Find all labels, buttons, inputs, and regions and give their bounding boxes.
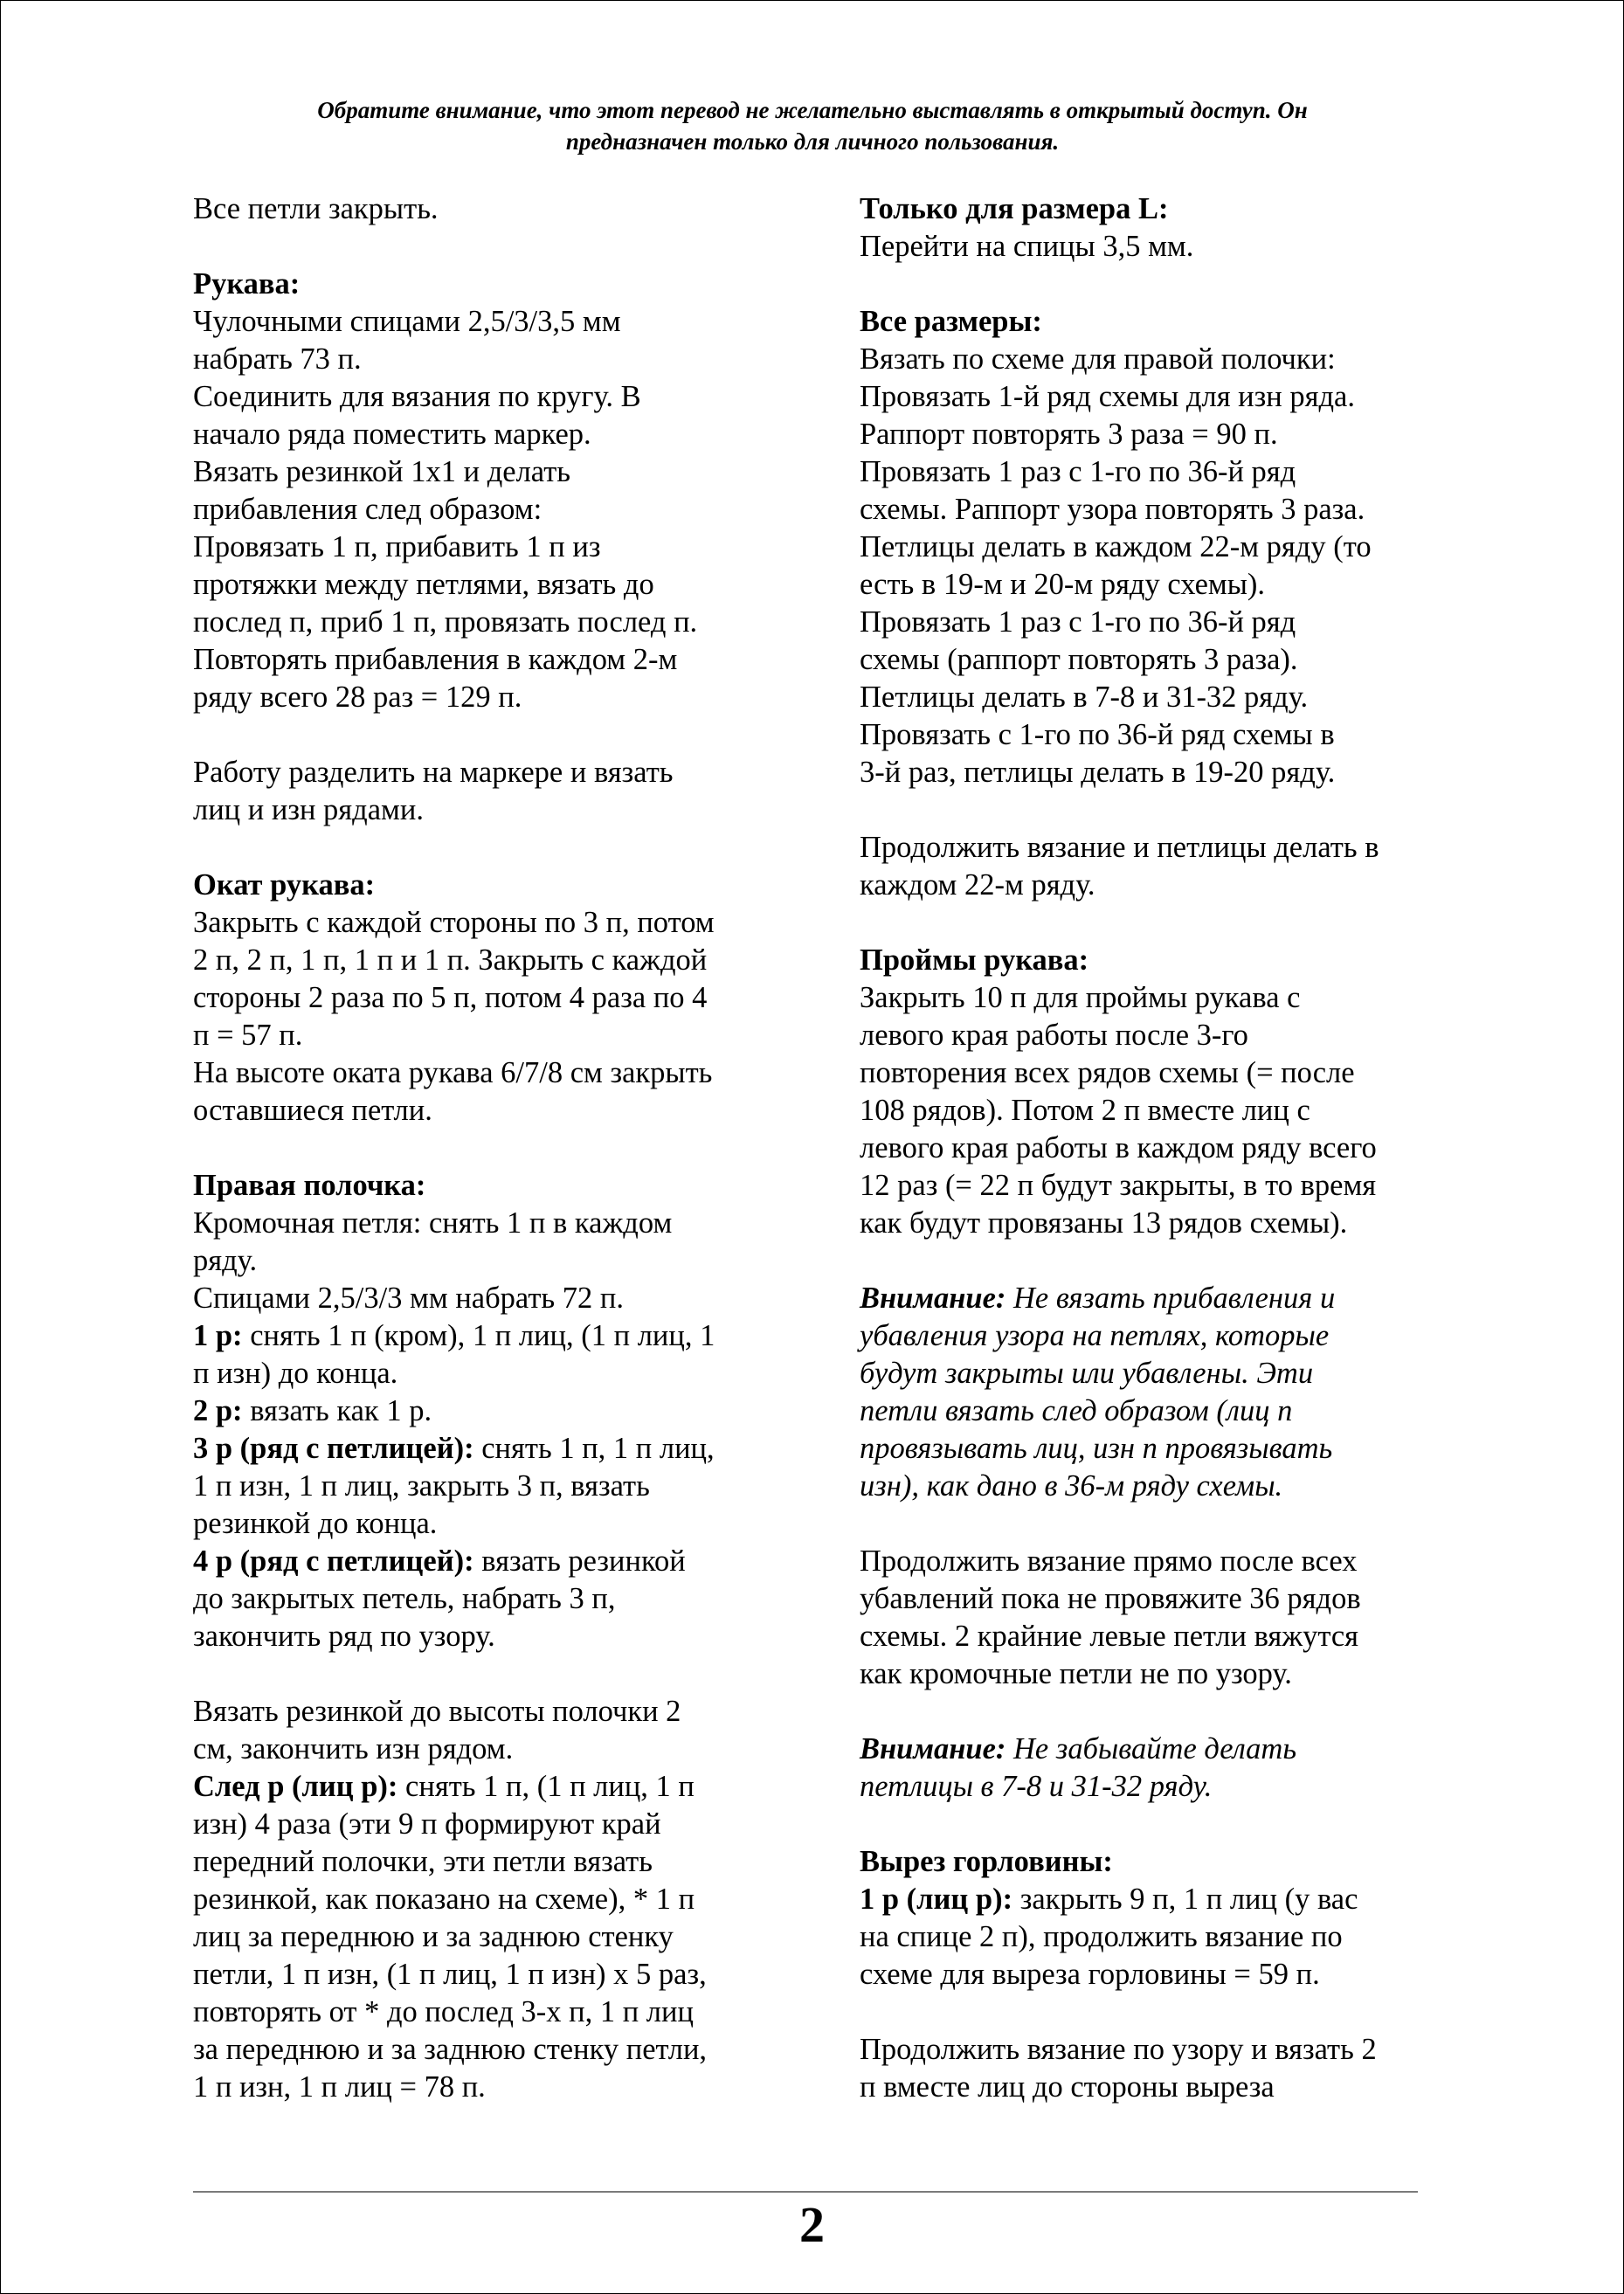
text-line: лиц за переднюю и за заднюю стенку	[193, 1920, 674, 1953]
footer-divider	[193, 2191, 1418, 2193]
text-line: 1 п изн, 1 п лиц, закрыть 3 п, вязать	[193, 1469, 650, 1503]
attention-note-2	[860, 1731, 1471, 1768]
text-line: Чулочными спицами 2,5/3/3,5 мм	[193, 305, 621, 338]
text-line: лиц и изн рядами.	[193, 793, 424, 826]
text-line: петли вязать след образом (лиц п	[860, 1394, 1293, 1427]
text-line: Спицами 2,5/3/3 мм набрать 72 п.	[193, 1282, 624, 1315]
text-line: п изн) до конца.	[193, 1357, 398, 1390]
text-line: левого края работы в каждом ряду всего	[860, 1131, 1377, 1164]
row-4-instruction	[193, 1543, 805, 1580]
attention-note-1	[860, 1280, 1471, 1317]
text-line: Повторять прибавления в каждом 2-м	[193, 643, 678, 676]
row-1-knit-instruction	[860, 1881, 1471, 1918]
attention-text: Не вязать прибавления и	[1005, 1282, 1336, 1315]
attention-label: Внимание:	[860, 1732, 1006, 1765]
text-line: Перейти на спицы 3,5 мм.	[860, 230, 1194, 263]
text-line: набрать 73 п.	[193, 342, 362, 376]
row-label: 1 р (лиц р):	[860, 1883, 1013, 1916]
row-label: 1 р:	[193, 1319, 243, 1352]
text-line: Закрыть с каждой стороны по 3 п, потом	[193, 906, 715, 939]
left-column	[193, 190, 805, 2106]
private-use-notice	[201, 94, 1424, 157]
text-line: 12 раз (= 22 п будут закрыты, в то время	[860, 1169, 1377, 1202]
text-line: ряду всего 28 раз = 129 п.	[193, 681, 522, 714]
text-line: каждом 22-м ряду.	[860, 868, 1095, 902]
text-line: левого края работы после 3-го	[860, 1019, 1248, 1052]
text-line: схеме для выреза горловины = 59 п.	[860, 1958, 1320, 1991]
text-line: Вязать резинкой 1х1 и делать	[193, 455, 571, 488]
text-line: убавлений пока не провяжите 36 рядов	[860, 1582, 1361, 1615]
notice-line-1: Обратите внимание, что этот перевод не желательно выставлять в открытый доступ. Он	[317, 97, 1308, 123]
text-line: Провязать с 1-го по 36-й ряд схемы в	[860, 718, 1335, 751]
text-line: послед п, приб 1 п, провязать послед п.	[193, 605, 698, 639]
text-line: прибавления след образом:	[193, 493, 542, 526]
text-line: Провязать 1 раз с 1-го по 36-й ряд	[860, 455, 1296, 488]
text-line: 1 п изн, 1 п лиц = 78 п.	[193, 2070, 486, 2104]
row-label: 2 р:	[193, 1394, 243, 1427]
text-line: до закрытых петель, набрать 3 п,	[193, 1582, 616, 1615]
text-line: см, закончить изн рядом.	[193, 1732, 514, 1765]
row-text: снять 1 п, (1 п лиц, 1 п	[397, 1770, 695, 1803]
text-line: Провязать 1 раз с 1-го по 36-й ряд	[860, 605, 1296, 639]
text-line: повторения всех рядов схемы (= после	[860, 1056, 1355, 1089]
text-line: Провязать 1 п, прибавить 1 п из	[193, 530, 601, 563]
text-line: будут закрыты или убавлены. Эти	[860, 1357, 1314, 1390]
text-line: резинкой до конца.	[193, 1507, 438, 1540]
text-line: схемы. 2 крайние левые петли вяжутся	[860, 1620, 1359, 1653]
text-line: Вязать по схеме для правой полочки:	[860, 342, 1336, 376]
text-line: протяжки между петлями, вязать до	[193, 568, 654, 601]
text-line: повторять от * до послед 3-х п, 1 п лиц	[193, 1995, 694, 2028]
text-line: Петлицы делать в каждом 22-м ряду (то	[860, 530, 1372, 563]
text-line: на спице 2 п), продолжить вязание по	[860, 1920, 1343, 1953]
text-line: Все петли закрыть.	[193, 192, 439, 225]
all-sizes-heading: Все размеры:	[860, 305, 1042, 338]
text-line: 108 рядов). Потом 2 п вместе лиц с	[860, 1094, 1310, 1127]
row-3-instruction	[193, 1430, 805, 1468]
text-line: схемы (раппорт повторять 3 раза).	[860, 643, 1298, 676]
text-line: Продолжить вязание по узору и вязать 2	[860, 2033, 1377, 2066]
text-line: п = 57 п.	[193, 1019, 303, 1052]
text-line: резинкой, как показано на схеме), * 1 п	[193, 1883, 695, 1916]
text-line: петлицы в 7-8 и 31-32 ряду.	[860, 1770, 1213, 1803]
text-line: Закрыть 10 п для проймы рукава с	[860, 981, 1301, 1014]
text-line: Кромочная петля: снять 1 п в каждом	[193, 1206, 673, 1240]
attention-label: Внимание:	[860, 1282, 1006, 1315]
row-label: След р (лиц р):	[193, 1770, 398, 1803]
armhole-heading: Проймы рукава:	[860, 943, 1089, 977]
row-text: снять 1 п (кром), 1 п лиц, (1 п лиц, 1	[242, 1319, 715, 1352]
text-line: изн) 4 раза (эти 9 п формируют край	[193, 1807, 661, 1841]
text-line: за переднюю и за заднюю стенку петли,	[193, 2033, 708, 2066]
text-line: Петлицы делать в 7-8 и 31-32 ряду.	[860, 681, 1309, 714]
row-1-instruction	[193, 1317, 805, 1355]
text-line: изн), как дано в 36-м ряду схемы.	[860, 1469, 1283, 1503]
text-line: Провязать 1-й ряд схемы для изн ряда.	[860, 380, 1355, 413]
text-line: На высоте оката рукава 6/7/8 см закрыть	[193, 1056, 713, 1089]
attention-text: Не забывайте делать	[1005, 1732, 1297, 1765]
text-line: начало ряда поместить маркер.	[193, 418, 591, 451]
row-2-instruction	[193, 1392, 805, 1430]
text-line: как будут провязаны 13 рядов схемы).	[860, 1206, 1348, 1240]
sleeves-heading: Рукава:	[193, 267, 301, 301]
text-line: петли, 1 п изн, (1 п лиц, 1 п изн) х 5 раз,	[193, 1958, 707, 1991]
text-line: Продолжить вязание прямо после всех	[860, 1544, 1358, 1578]
text-line: закончить ряд по узору.	[193, 1620, 495, 1653]
text-line: убавления узора на петлях, которые	[860, 1319, 1330, 1352]
text-line: передний полочки, эти петли вязать	[193, 1845, 653, 1878]
text-line: п вместе лиц до стороны выреза	[860, 2070, 1275, 2104]
text-line: 3-й раз, петлицы делать в 19-20 ряду.	[860, 756, 1336, 789]
right-front-heading: Правая полочка:	[193, 1169, 426, 1202]
text-line: стороны 2 раза по 5 п, потом 4 раза по 4	[193, 981, 708, 1014]
next-row-instruction	[193, 1768, 805, 1806]
right-column	[860, 190, 1471, 2106]
sleeve-cap-heading: Окат рукава:	[193, 868, 376, 902]
neckline-heading: Вырез горловины:	[860, 1845, 1113, 1878]
text-line: провязывать лиц, изн п провязывать	[860, 1432, 1333, 1465]
row-text: вязать как 1 р.	[242, 1394, 432, 1427]
size-l-heading: Только для размера L:	[860, 192, 1169, 225]
row-text: закрыть 9 п, 1 п лиц (у вас	[1012, 1883, 1358, 1916]
text-line: ряду.	[193, 1244, 258, 1277]
text-line: схемы. Раппорт узора повторять 3 раза.	[860, 493, 1365, 526]
text-line: 2 п, 2 п, 1 п, 1 п и 1 п. Закрыть с каждой	[193, 943, 708, 977]
notice-line-2: предназначен только для личного пользования.	[565, 128, 1060, 155]
text-line: есть в 19-м и 20-м ряду схемы).	[860, 568, 1266, 601]
text-line: Соединить для вязания по кругу. В	[193, 380, 641, 413]
text-line: Вязать резинкой до высоты полочки 2	[193, 1695, 681, 1728]
row-label: 3 р (ряд с петлицей):	[193, 1432, 474, 1465]
row-text: снять 1 п, 1 п лиц,	[473, 1432, 715, 1465]
text-line: Продолжить вязание и петлицы делать в	[860, 831, 1379, 864]
row-text: вязать резинкой	[473, 1544, 686, 1578]
text-line: Работу разделить на маркере и вязать	[193, 756, 674, 789]
page-number: 2	[799, 2196, 825, 2253]
text-line: оставшиеся петли.	[193, 1094, 432, 1127]
text-line: как кромочные петли не по узору.	[860, 1657, 1292, 1690]
text-line: Раппорт повторять 3 раза = 90 п.	[860, 418, 1278, 451]
row-label: 4 р (ряд с петлицей):	[193, 1544, 474, 1578]
